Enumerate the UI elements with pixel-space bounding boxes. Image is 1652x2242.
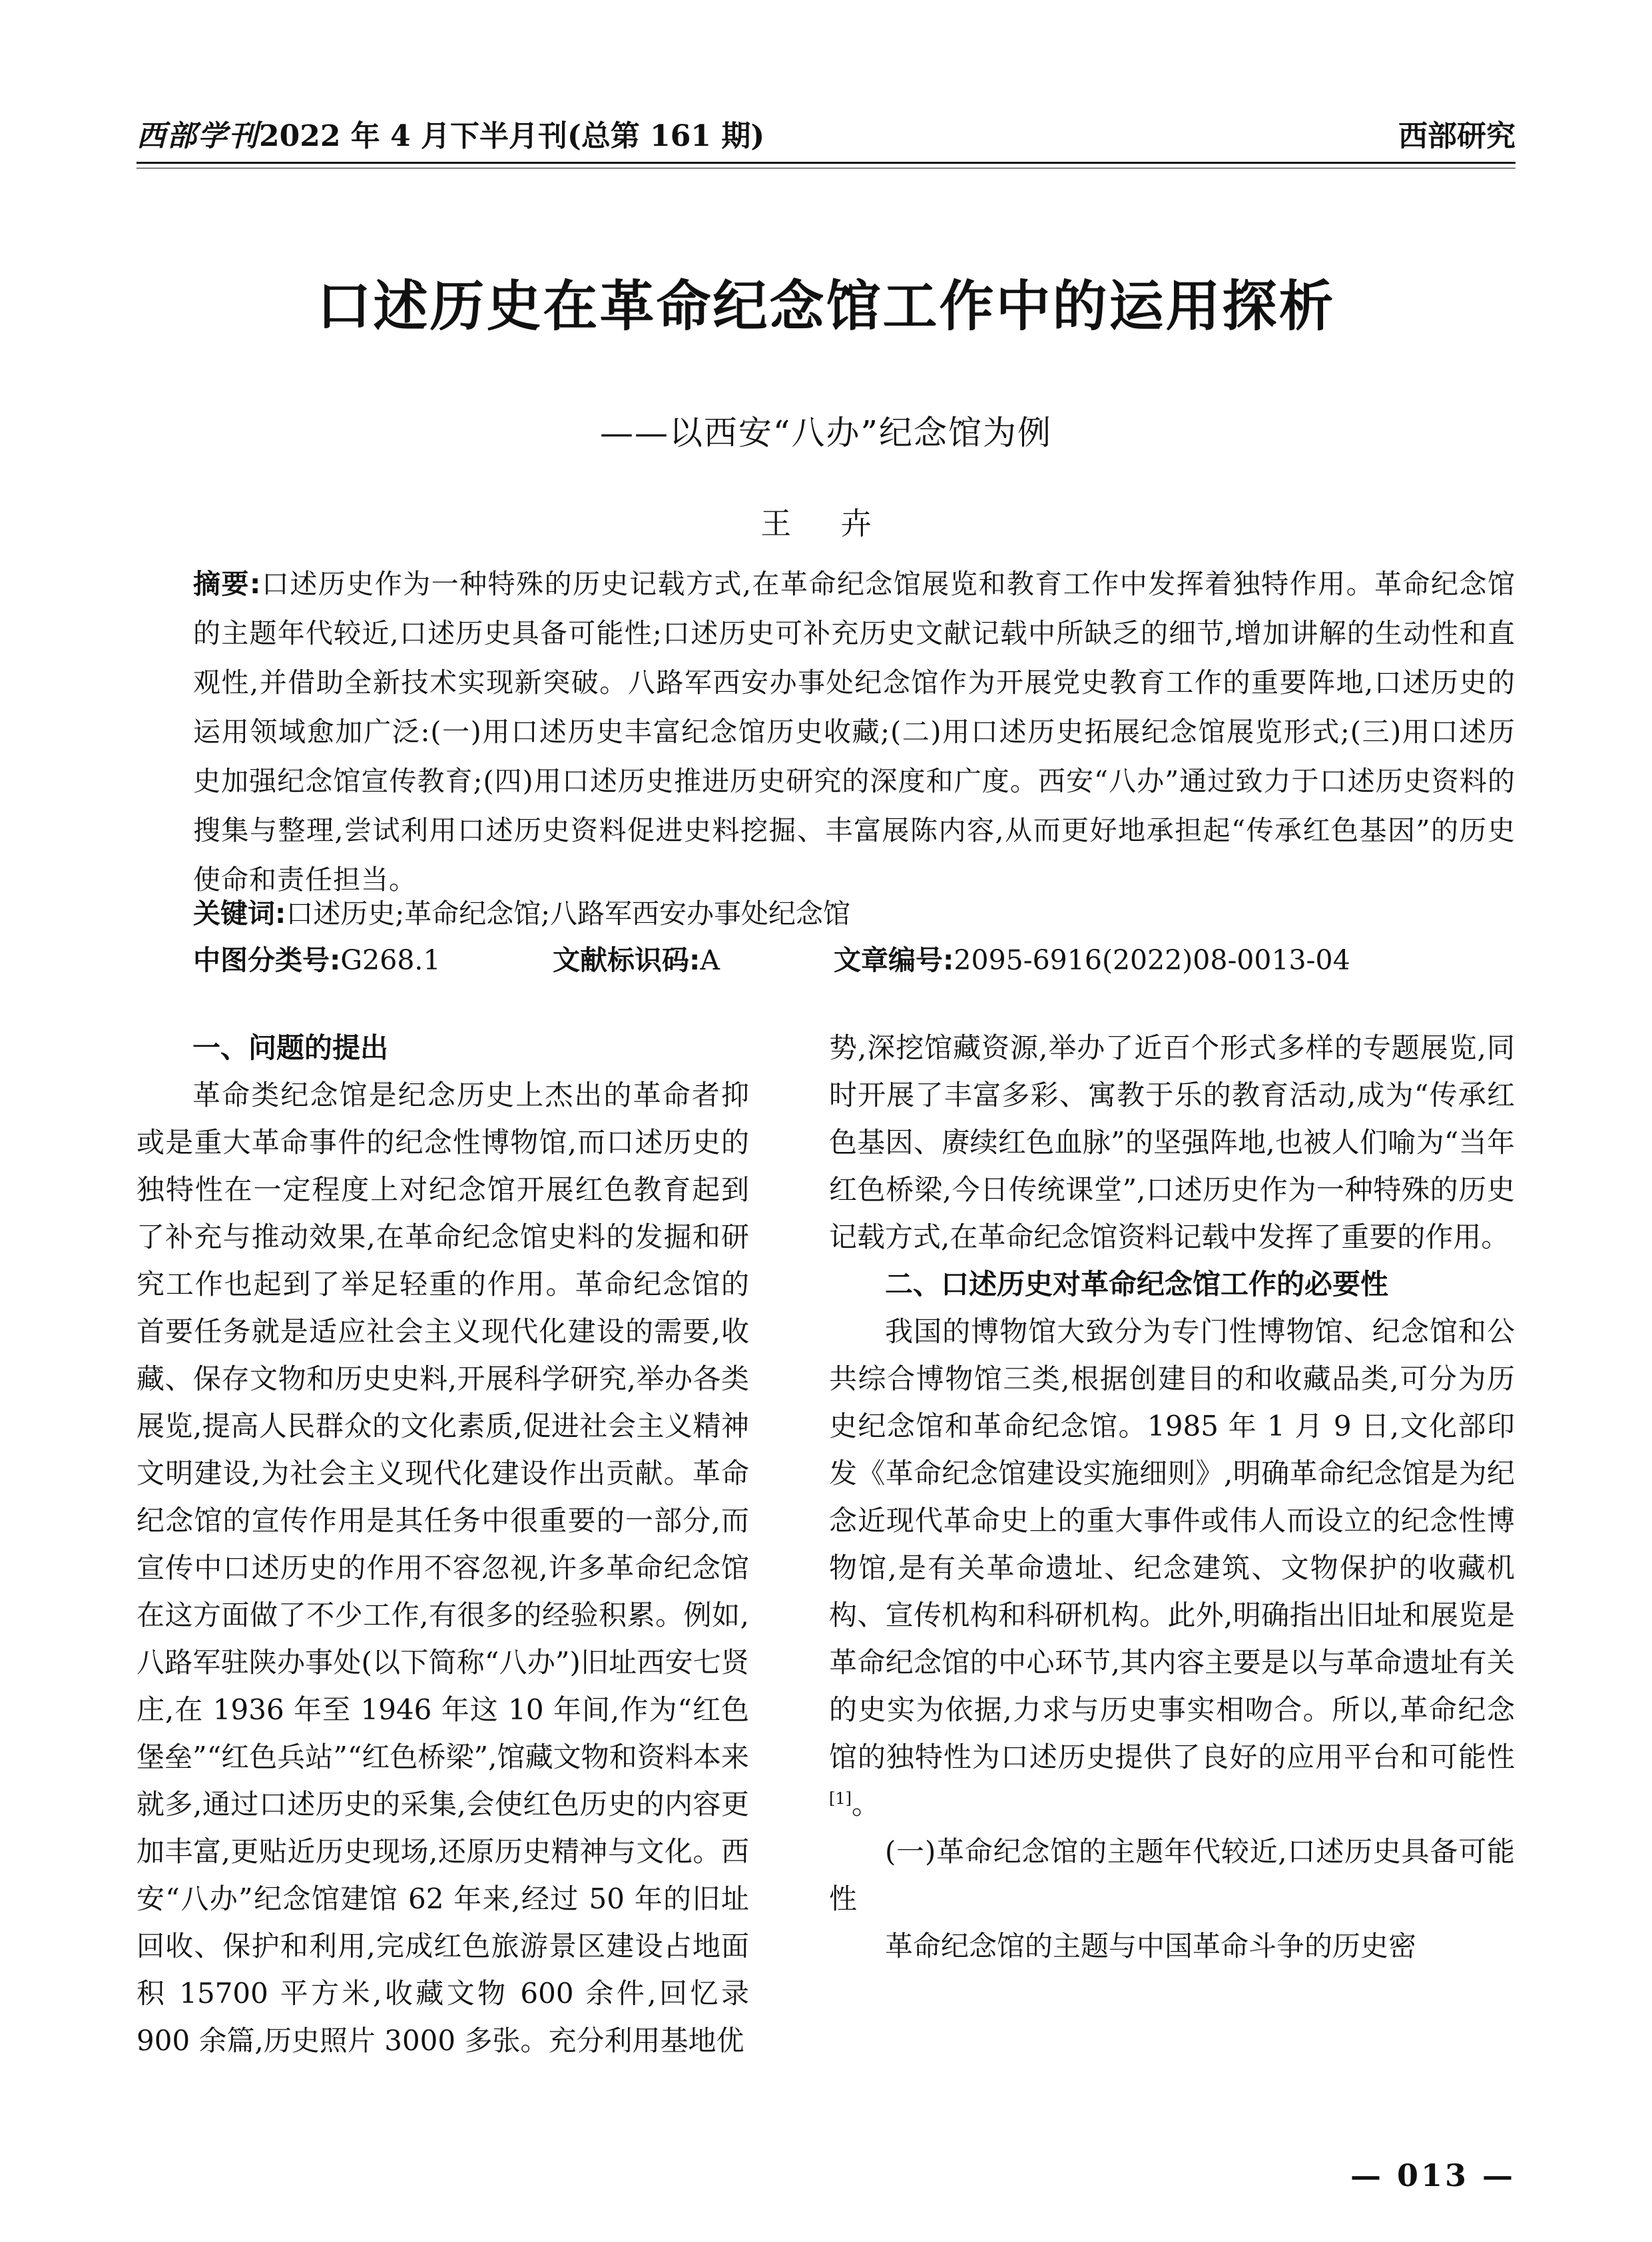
header-rule-thick — [137, 162, 1515, 164]
abstract-text: 口述历史作为一种特殊的历史记载方式,在革命纪念馆展览和教育工作中发挥着独特作用。革命纪念馆的主题年代较近,口述历史具备可能性;口述历史可补充历史文献记载中所缺乏的细节,增加讲解的生动性和直观性,并借助全新技术实现新突破。八路军西安办事处纪念馆作为开展党史教育工作的重要阵地,口述历史的运用领域愈加广泛:(一)用口述历史丰富纪念馆历史收藏;(二)用口述历史拓展纪念馆展览形式;(三)用口述历史加强纪念馆宣传教育;(四)用口述历史推进历史研究的深度和广度。西安“八办”通过致力于口述历史资料的搜集与整理,尝试利用口述历史资料促进史料挖掘、丰富展陈内容,从而更好地承担起“传承红色基因”的历史使命和责任担当。 — [193, 568, 1515, 896]
body-paragraph: 革命纪念馆的主题与中国革命斗争的历史密 — [885, 1930, 1417, 1962]
keywords-label: 关键词: — [193, 898, 286, 930]
subsection-heading: (一)革命纪念馆的主题年代较近,口述历史具备可能性 — [829, 1835, 1515, 1915]
article-subtitle: ——以西安“八办”纪念馆为例 — [599, 414, 1053, 452]
body-paragraph-continued: 势,深挖馆藏资源,举办了近百个形式多样的专题展览,同时开展了丰富多彩、寓教于乐的教育活动,成为“传承红色基因、赓续红色血脉”的坚强阵地,也被人们喻为“当年红色桥梁,今日传统课堂”,口述历史作为一种特殊的历史记载方式,在革命纪念馆资料记载中发挥了重要的作用。 — [829, 1031, 1515, 1253]
body-paragraph — [829, 1308, 1515, 1828]
keywords — [193, 889, 1515, 938]
issue-info: 2022 年 4 月下半月刊(总第 161 期) — [259, 119, 765, 153]
abstract — [193, 559, 1515, 904]
article-number-label: 文章编号: — [834, 944, 954, 976]
clc-value: G268.1 — [340, 944, 441, 976]
keywords-text: 口述历史;革命纪念馆;八路军西安办事处纪念馆 — [286, 898, 851, 930]
clc-label: 中图分类号: — [193, 944, 341, 976]
body-paragraph-text: 我国的博物馆大致分为专门性博物馆、纪念馆和公共综合博物馆三类,根据创建目的和收藏品类,可分为历史纪念馆和革命纪念馆。1985 年 1 月 9 日,文化部印发《革命纪念馆建设实施细则》,明确革命纪念馆是为纪念近现代革命史上的重大事件或伟人而设立的纪念性博物馆,是有关革命遗址、纪念建筑、文物保护的收藏机构、宣传机构和科研机构。此外,明确指出旧址和展览是革命纪念馆的中心环节,其内容主要是以与革命遗址有关的史实为依据,力求与历史事实相吻合。所以,革命纪念馆的独特性为口述历史提供了良好的应用平台和可能性 — [829, 1315, 1515, 1773]
document-code — [553, 936, 720, 985]
abstract-label: 摘要: — [193, 568, 262, 600]
section-heading-2: 二、口述历史对革命纪念馆工作的必要性 — [885, 1268, 1389, 1300]
running-header — [137, 113, 1515, 160]
reference-mark[interactable]: [1] — [829, 1789, 852, 1808]
article-title: 口述历史在革命纪念馆工作中的运用探析 — [316, 274, 1336, 338]
body-paragraph: 革命类纪念馆是纪念历史上杰出的革命者抑或是重大革命事件的纪念性博物馆,而口述历史的独特性在一定程度上对纪念馆开展红色教育起到了补充与推动效果,在革命纪念馆史料的发掘和研究工作也起到了举足轻重的作用。革命纪念馆的首要任务就是适应社会主义现代化建设的需要,收藏、保存文物和历史史料,开展科学研究,举办各类展览,提高人民群众的文化素质,促进社会主义精神文明建设,为社会主义现代化建设作出贡献。革命纪念馆的宣传作用是其任务中很重要的一部分,而宣传中口述历史的作用不容忽视,许多革命纪念馆在这方面做了不少工作,有很多的经验积累。例如,八路军驻陕办事处(以下简称“八办”)旧址西安七贤庄,在 1936 年至 1946 年这 10 年间,作为“红色堡垒”“红色兵站”“红色桥梁”,馆藏文物和资料本来就多,通过口述历史的采集,会使红色历史的内容更加丰富,更贴近历史现场,还原历史精神与文化。西安“八办”纪念馆建馆 62 年来,经过 50 年的旧址回收、保护和利用,完成红色旅游景区建设占地面积 15700 平方米,收藏文物 600 余件,回忆录 900 余篇,历史照片 3000 多张。充分利用基地优 — [137, 1079, 749, 2057]
section-name: 西部研究 — [1398, 119, 1515, 153]
journal-issue-line — [137, 112, 764, 154]
paragraph-end-punct: 。 — [852, 1788, 880, 1821]
section-heading-1: 一、问题的提出 — [192, 1031, 389, 1064]
doc-label: 文献标识码: — [553, 944, 700, 976]
right-column — [829, 1024, 1515, 1970]
article-number-value: 2095-6916(2022)08-0013-04 — [954, 944, 1350, 976]
journal-logo: 西部学刊 — [137, 119, 259, 153]
clc-code — [193, 936, 441, 985]
doc-value: A — [700, 944, 720, 976]
article-number — [834, 936, 1350, 985]
article-author: 王 卉 — [760, 505, 892, 541]
left-column — [137, 1024, 749, 2064]
page-number: — 013 — — [1350, 2157, 1515, 2193]
